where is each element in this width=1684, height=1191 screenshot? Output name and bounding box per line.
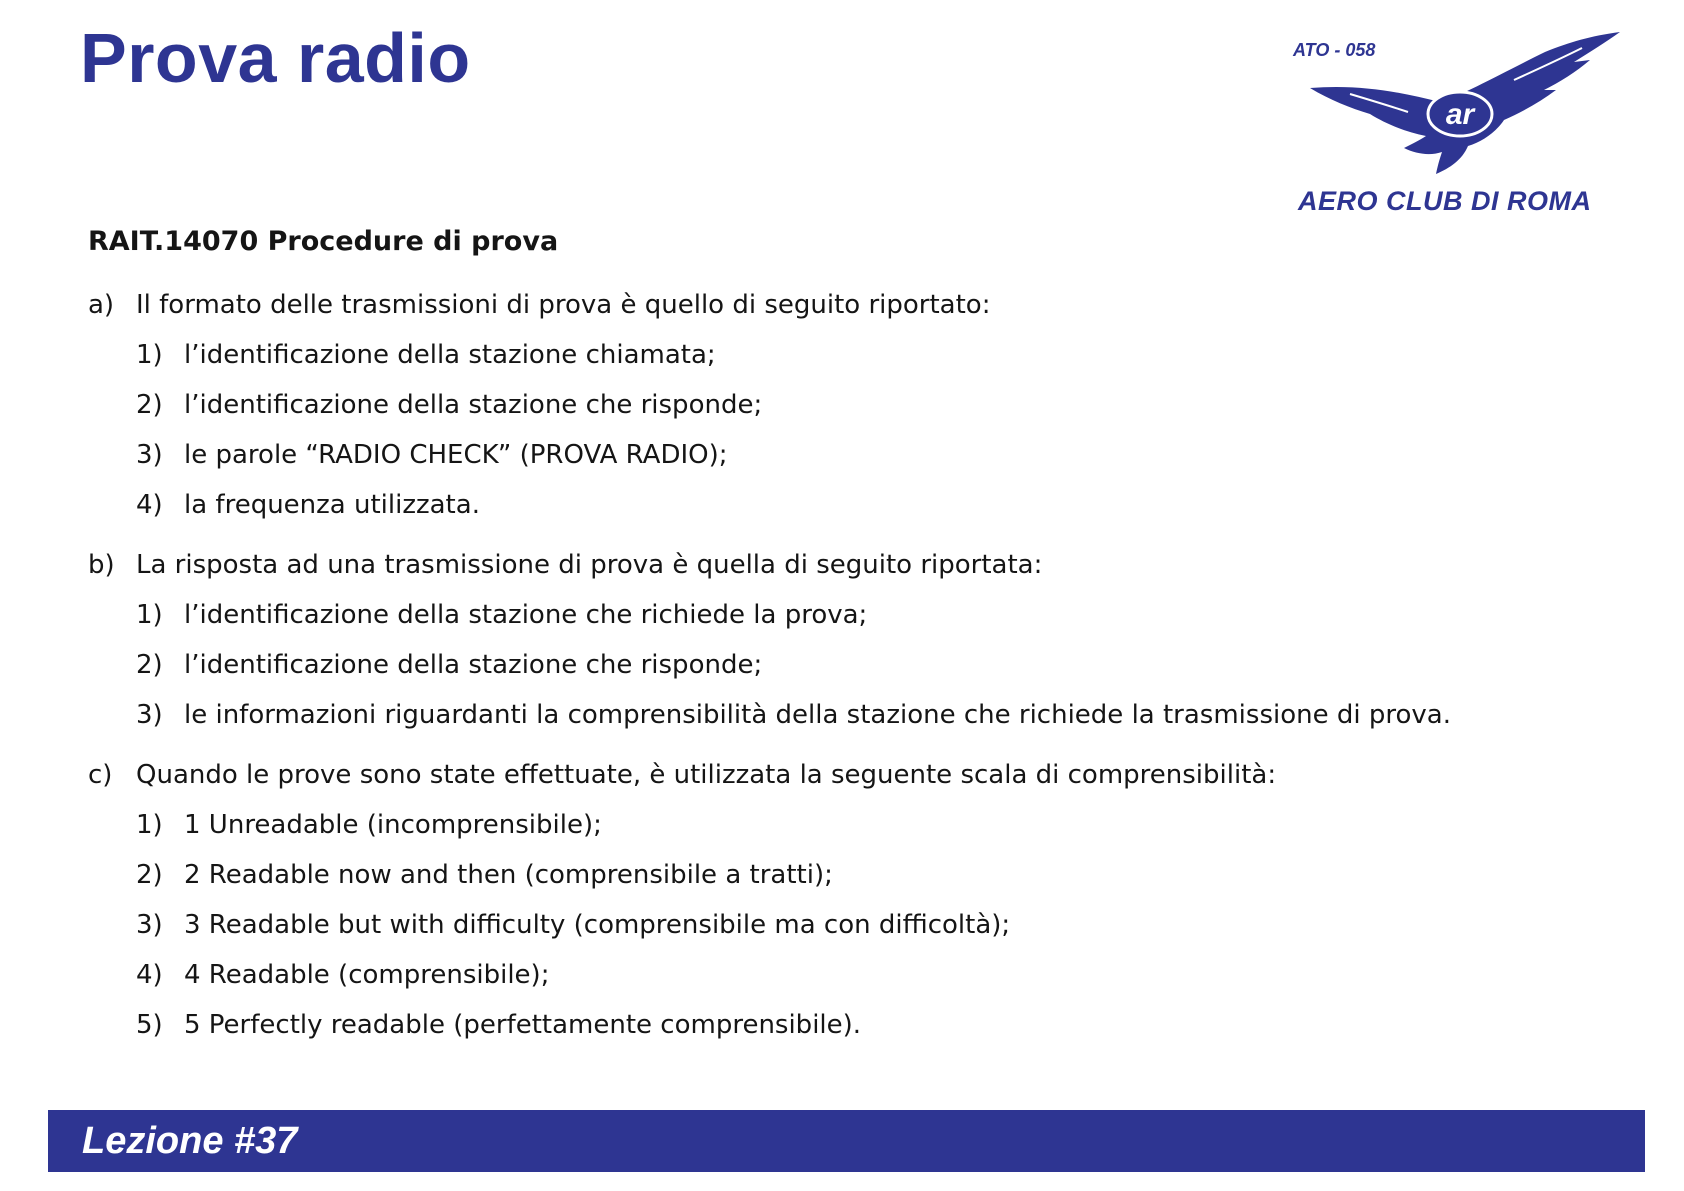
list-item-text: 2 Readable now and then (comprensibile a tratti);	[184, 860, 833, 890]
list-item-number: 3)	[136, 440, 163, 470]
list-item-number: 1)	[136, 600, 163, 630]
list-item-text: l’identificazione della stazione che richiede la prova;	[184, 600, 868, 630]
rule-section	[88, 754, 1628, 1046]
section-items	[136, 334, 1628, 526]
section-text: Quando le prove sono state effettuate, è utilizzata la seguente scala di comprensibilità:	[136, 760, 1277, 790]
section-letter: a)	[88, 290, 115, 320]
list-item-text: 1 Unreadable (incomprensibile);	[184, 810, 602, 840]
list-item-text: 4 Readable (comprensibile);	[184, 960, 550, 990]
list-item-text: le parole “RADIO CHECK” (PROVA RADIO);	[184, 440, 728, 470]
list-item-text: l’identificazione della stazione chiamata;	[184, 340, 716, 370]
list-item	[136, 644, 1628, 686]
section-letter: b)	[88, 550, 115, 580]
list-item-text: la frequenza utilizzata.	[184, 490, 480, 520]
list-item	[136, 1004, 1628, 1046]
list-item-number: 2)	[136, 860, 163, 890]
list-item	[136, 854, 1628, 896]
section-text: Il formato delle trasmissioni di prova è quello di seguito riportato:	[136, 290, 991, 320]
list-item-text: 5 Perfectly readable (perfettamente comprensibile).	[184, 1010, 862, 1040]
section-line	[88, 544, 1628, 586]
section-letter: c)	[88, 760, 113, 790]
rule-heading: RAIT.14070 Procedure di prova	[88, 226, 559, 257]
list-item-number: 1)	[136, 340, 163, 370]
list-item	[136, 334, 1628, 376]
logo-club-name: AERO CLUB DI ROMA	[1298, 186, 1592, 216]
list-item	[136, 804, 1628, 846]
list-item-number: 3)	[136, 910, 163, 940]
slide-title: Prova radio	[80, 19, 471, 97]
list-item-number: 2)	[136, 390, 163, 420]
list-item-text: 3 Readable but with difficulty (comprensibile ma con difficoltà);	[184, 910, 1011, 940]
section-text: La risposta ad una trasmissione di prova è quella di seguito riportata:	[136, 550, 1043, 580]
list-item-number: 2)	[136, 650, 163, 680]
rule-section	[88, 284, 1628, 526]
list-item	[136, 694, 1628, 736]
rule-section	[88, 544, 1628, 736]
footer-bar	[48, 1110, 1645, 1172]
section-items	[136, 804, 1628, 1046]
section-line	[88, 284, 1628, 326]
logo-ato-code: ATO - 058	[1293, 40, 1376, 60]
list-item-text: le informazioni riguardanti la comprensibilità della stazione che richiede la trasmissione di prova.	[184, 700, 1451, 730]
list-item	[136, 384, 1628, 426]
svg-text:ar: ar	[1445, 98, 1475, 131]
rule-text	[88, 222, 1628, 1064]
rule-sections	[88, 284, 1628, 1046]
section-items	[136, 594, 1628, 736]
list-item	[136, 594, 1628, 636]
list-item-number: 5)	[136, 1010, 163, 1040]
section-line	[88, 754, 1628, 796]
list-item	[136, 954, 1628, 996]
lesson-label: Lezione #37	[82, 1120, 298, 1162]
list-item	[136, 904, 1628, 946]
list-item-number: 4)	[136, 960, 163, 990]
list-item-text: l’identificazione della stazione che risponde;	[184, 390, 763, 420]
list-item-number: 1)	[136, 810, 163, 840]
list-item	[136, 484, 1628, 526]
list-item-text: l’identificazione della stazione che risponde;	[184, 650, 763, 680]
aero-club-logo	[1290, 28, 1630, 228]
list-item-number: 4)	[136, 490, 163, 520]
list-item-number: 3)	[136, 700, 163, 730]
list-item	[136, 434, 1628, 476]
